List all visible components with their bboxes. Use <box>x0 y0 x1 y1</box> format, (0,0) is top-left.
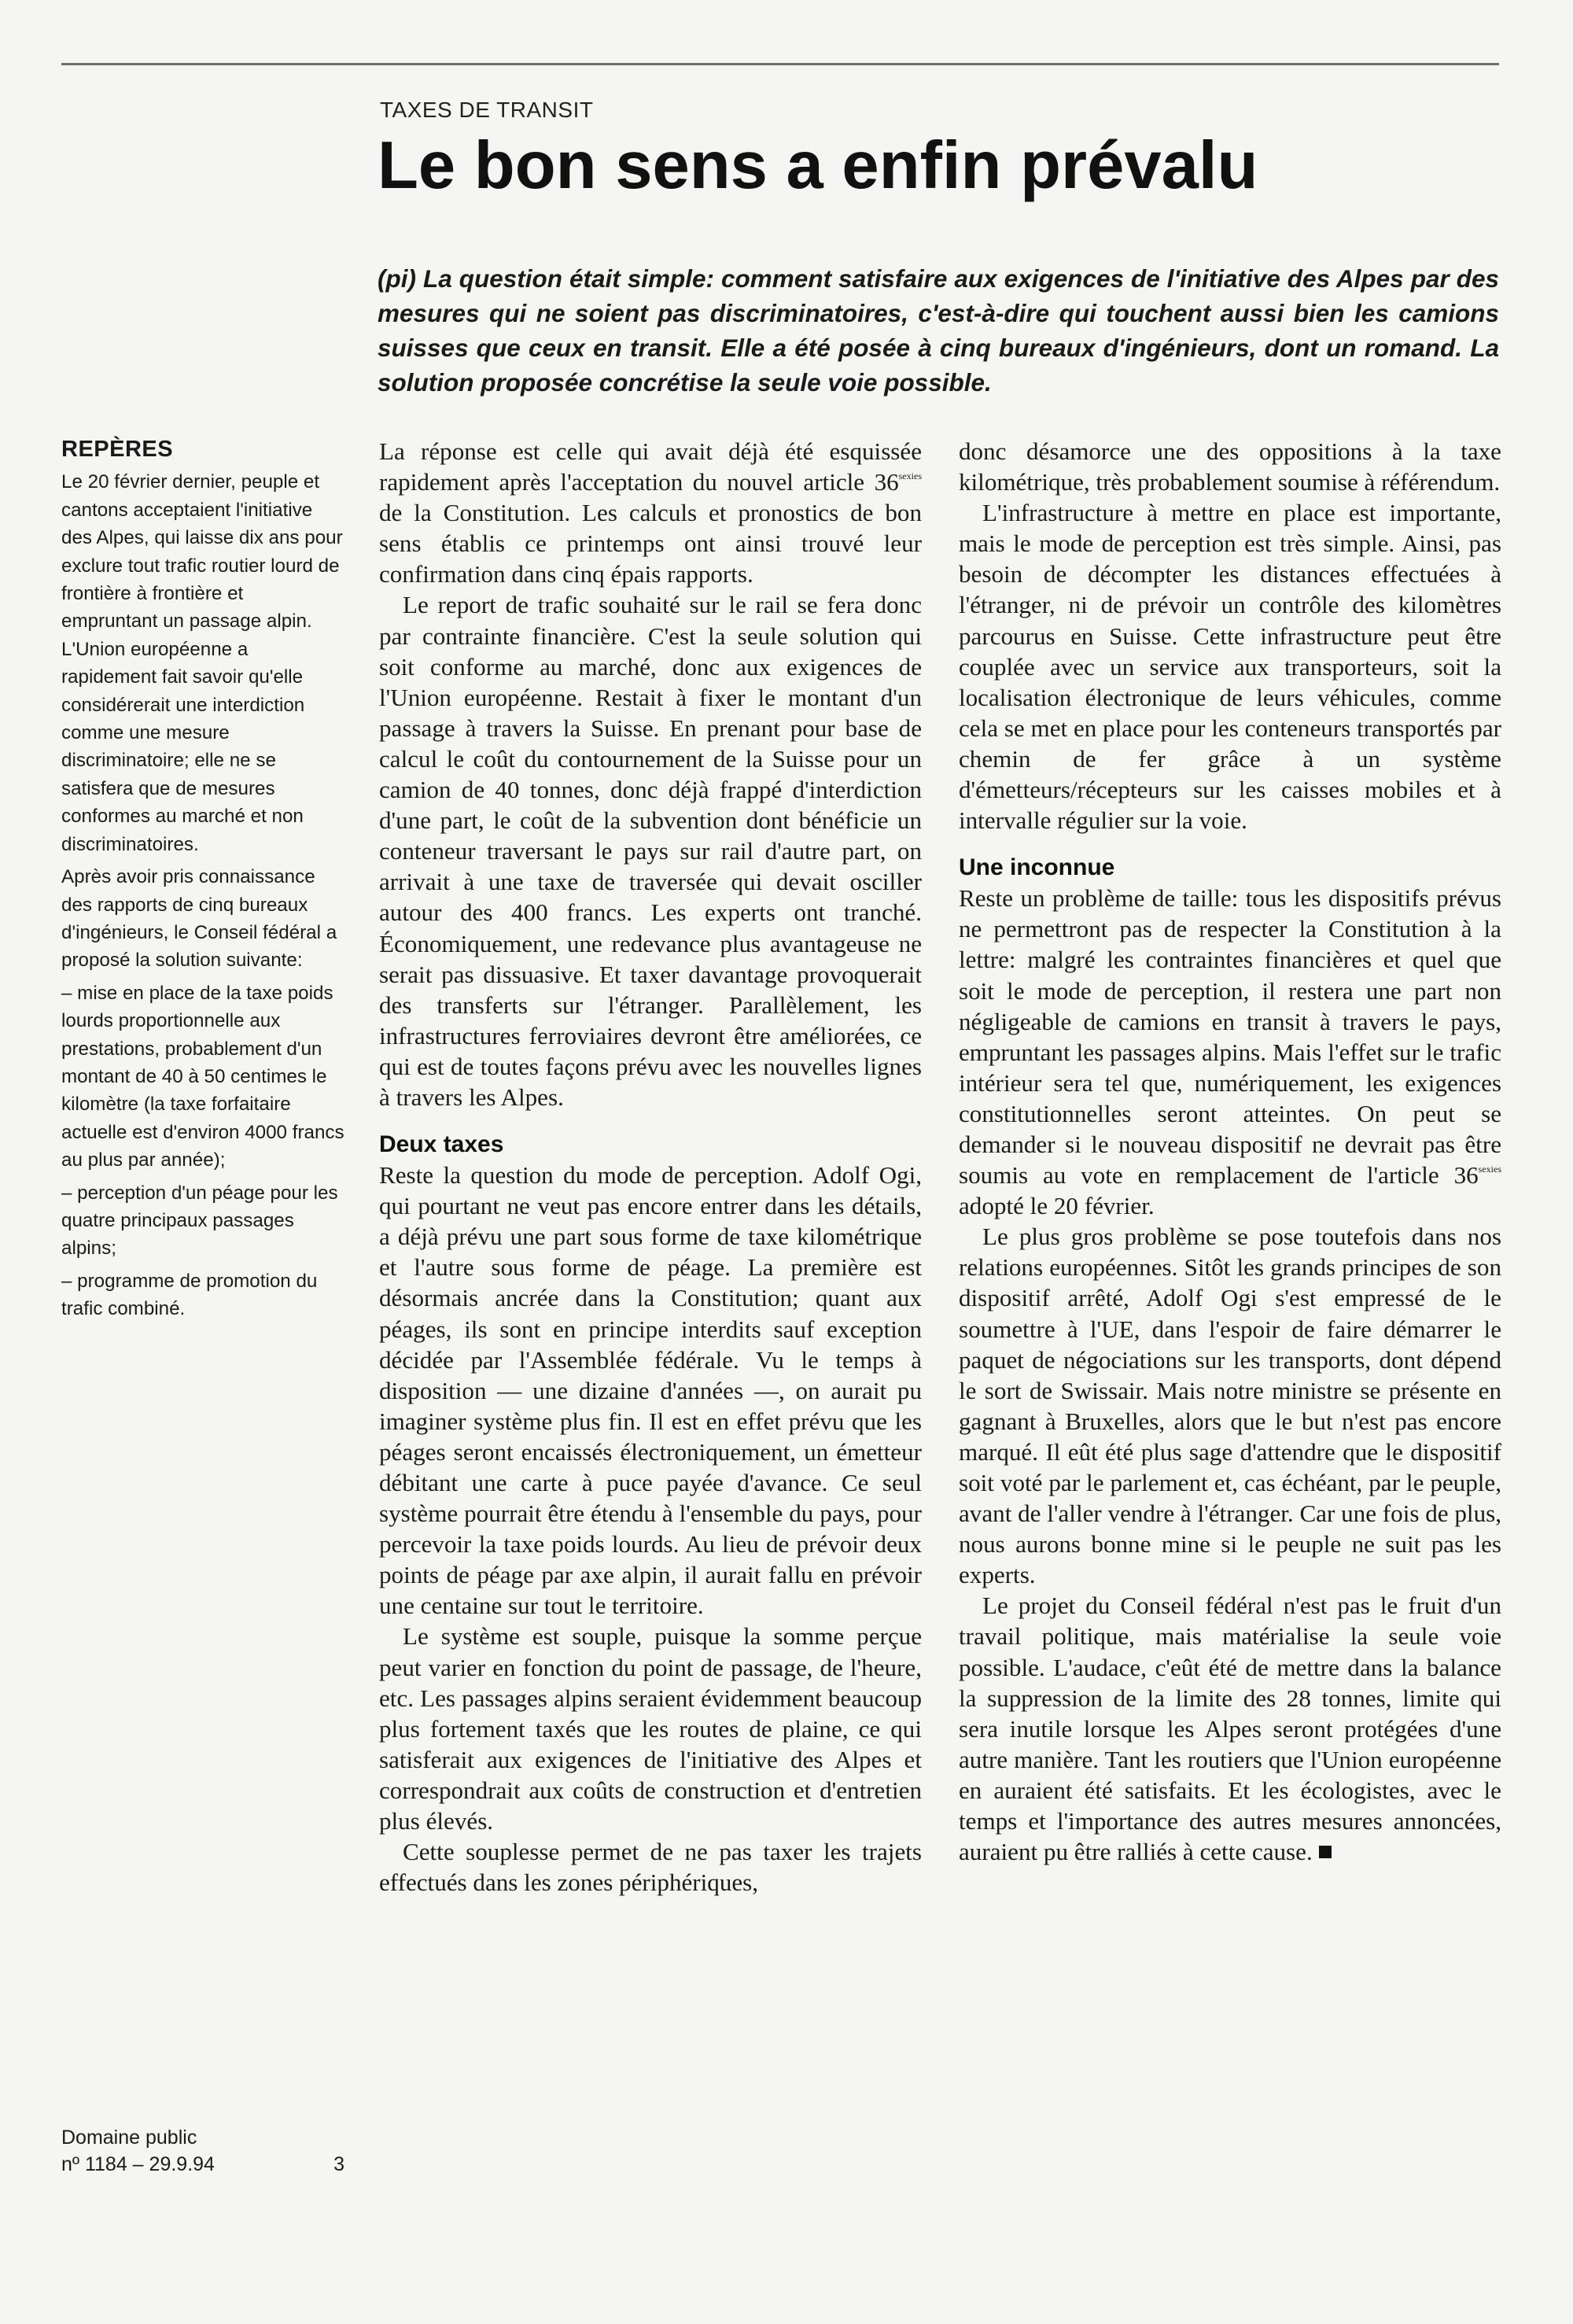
sidebar-title: REPÈRES <box>61 437 174 462</box>
body-paragraph: Cette souplesse permet de ne pas taxer les trajets effectués dans les zones périphériques, <box>379 1838 922 1897</box>
body-column-1 <box>379 436 922 1898</box>
article-lead: (pi) La question était simple: comment satisfaire aux exigences de l'initiative des Alpes par des mesures qui ne soient pas discriminatoires, c'est-à-dire qui touchent aussi bien les camions suisses que ceux en transit. Elle a été posée à cinq bureaux d'ingénieurs, dont un romand. La solution proposée concrétise la seule voie possible. <box>378 264 1499 397</box>
subheading-une-inconnue: Une inconnue <box>959 854 1115 881</box>
page-footer <box>61 2124 344 2178</box>
body-paragraph: Le report de trafic souhaité sur le rail se fera donc par contrainte financière. C'est la seule solution qui soit conforme au marché, donc aux exigences de l'Union européenne. Restait à fixer le montant d'un passage à travers la Suisse. En prenant pour base de calcul le coût du contournement de la Suisse pour un camion de 40 tonnes, donc déjà frappé d'interdiction d'une part, le coût de la subvention dont bénéficie un conteneur traversant le pays sur rail d'autre part, on arrivait à une taxe de traversée qui devait osciller autour des 400 francs. Les experts ont tranché. Économiquement, une redevance plus avantageuse ne serait pas dissuasive. Et taxer davantage provoquerait des transferts sur l'étranger. Parallèlement, les infrastructures ferroviaires devront être améliorées, ce qui est de toutes façons prévu avec les nouvelles lignes à travers les Alpes. <box>379 591 922 1111</box>
issue-number: nº 1184 – 29.9.94 <box>61 2153 215 2175</box>
end-of-article-mark <box>1319 1846 1332 1858</box>
body-paragraph: Reste un problème de taille: tous les dispositifs prévus ne permettront pas de respecter la Constitution à la lettre: malgré les contraintes financières et quel que soit le mode de perception, il restera une part non négligeable de camions en transit à travers le pays, empruntant les passages alpins. Mais l'effet sur le trafic intérieur sera tel que, numériquement, les exigences constitutionnelles seront atteintes. On peut se demander si le nouveau dispositif ne devrait pas être soumis au vote en remplacement de l'article $36^{sexies}$ adopté le 20 février. <box>959 884 1501 1220</box>
article-superscript: sexies <box>1478 1164 1501 1175</box>
subheading-deux-taxes: Deux taxes <box>379 1131 504 1158</box>
body-paragraph: La réponse est celle qui avait déjà été esquissée rapidement après l'acceptation du nouvel article $36^{sexies}$ de la Constitution. Les calculs et pronostics de bon sens établis ce printemps ont ainsi trouvé leur confirmation dans cinq épais rapports. <box>379 437 922 588</box>
sidebar-paragraph: Après avoir pris connaissance des rapports de cinq bureaux d'ingénieurs, le Conseil fédéral a proposé la solution suivante: <box>61 866 337 972</box>
sidebar-list-item: – perception d'un péage pour les quatre principaux passages alpins; <box>61 1182 338 1260</box>
article-headline: Le bon sens a enfin prévalu <box>378 128 1258 203</box>
reperes-sidebar <box>61 436 344 1328</box>
top-rule <box>61 63 1499 65</box>
sidebar-paragraph: Le 20 février dernier, peuple et cantons acceptaient l'initiative des Alpes, qui laisse dix ans pour exclure tout trafic routier lourd de frontière à frontière et empruntant un passage alpin. L'Union européenne a rapidement fait savoir qu'elle considérerait une interdiction comme une mesure discriminatoire; elle ne se satisfera que de mesures conformes au marché et non discriminatoires. <box>61 471 343 855</box>
sidebar-list-item: – programme de promotion du trafic combiné. <box>61 1270 318 1320</box>
body-paragraph: Reste la question du mode de perception. Adolf Ogi, qui pourtant ne veut pas encore entrer dans les détails, a déjà prévu une part sous forme de taxe kilométrique et l'autre sous forme de péage. La première est désormais ancrée dans la Constitution; quant aux péages, ils sont en principe interdits sauf exception décidée par l'Assemblée fédérale. Vu le temps à disposition — une dizaine d'années —, on aurait pu imaginer système plus fin. Il est en effet prévu que les péages seront encaissés électroniquement, un émetteur débitant une carte à puce payée d'avance. Ce seul système pourrait être étendu à l'ensemble du pays, pour percevoir la taxe poids lourds. Au lieu de prévoir deux points de péage par axe alpin, il aurait fallu en prévoir une centaine sur tout le territoire. <box>379 1161 922 1620</box>
body-column-2 <box>959 436 1501 1867</box>
article-superscript: sexies <box>898 470 922 482</box>
publication-name: Domaine public <box>61 2127 197 2149</box>
body-paragraph: Le système est souple, puisque la somme perçue peut varier en fonction du point de passage, de l'heure, etc. Les passages alpins seraient évidemment beaucoup plus fortement taxés que les routes de plaine, ce qui satisferait aux exigences de l'initiative des Alpes et correspondrait aux coûts de construction et d'entretien plus élevés. <box>379 1622 922 1835</box>
body-paragraph: donc désamorce une des oppositions à la taxe kilométrique, très probablement soumise à référendum. <box>959 437 1501 496</box>
body-paragraph: L'infrastructure à mettre en place est importante, mais le mode de perception est très simple. Ainsi, pas besoin de décompter les distances effectuées à l'étranger, ni de prévoir un contrôle des kilomètres parcourus en Suisse. Cette infrastructure peut être couplée avec un service aux transporteurs, soit la localisation électronique de leurs véhicules, comme cela se met en place pour les conteneurs transportés par chemin de fer grâce à un système d'émetteurs/récepteurs sur les caisses mobiles et à intervalle régulier sur la voie. <box>959 499 1501 835</box>
body-paragraph: Le plus gros problème se pose toutefois dans nos relations européennes. Sitôt les grands principes de son dispositif arrêté, Adolf Ogi s'est empressé de le soumettre à l'UE, dans l'espoir de faire démarrer le paquet de négociations sur les transports, dont dépend le sort de Swissair. Mais notre ministre se présente en gagnant à Bruxelles, alors que le but n'est pas encore marqué. Il eût été plus sage d'attendre que le dispositif soit voté par le parlement et, cas échéant, par le peuple, avant de l'aller vendre à l'étranger. Car une fois de plus, nous aurons bonne mine si le peuple ne suit pas les experts. <box>959 1223 1501 1589</box>
sidebar-list-item: – mise en place de la taxe poids lourds proportionnelle aux prestations, probablement d'un montant de 40 à 50 centimes le kilomètre (la taxe forfaitaire actuelle est d'environ 4000 francs au plus par année); <box>61 982 344 1171</box>
body-paragraph: Le projet du Conseil fédéral n'est pas le fruit d'un travail politique, mais matérialise la seule voie possible. L'audace, c'eût été de mettre dans la balance la suppression de la limite des 28 tonnes, limite qui sera inutile lorsque les Alpes seront protégées d'une autre manière. Tant les routiers que l'Union européenne en auraient été satisfaits. Et les écologistes, avec le temps et l'importance des autres mesures annoncées, auraient pu être ralliés à cette cause. <box>959 1592 1501 1866</box>
page-number: 3 <box>333 2153 344 2175</box>
section-kicker: TAXES DE TRANSIT <box>380 98 594 122</box>
